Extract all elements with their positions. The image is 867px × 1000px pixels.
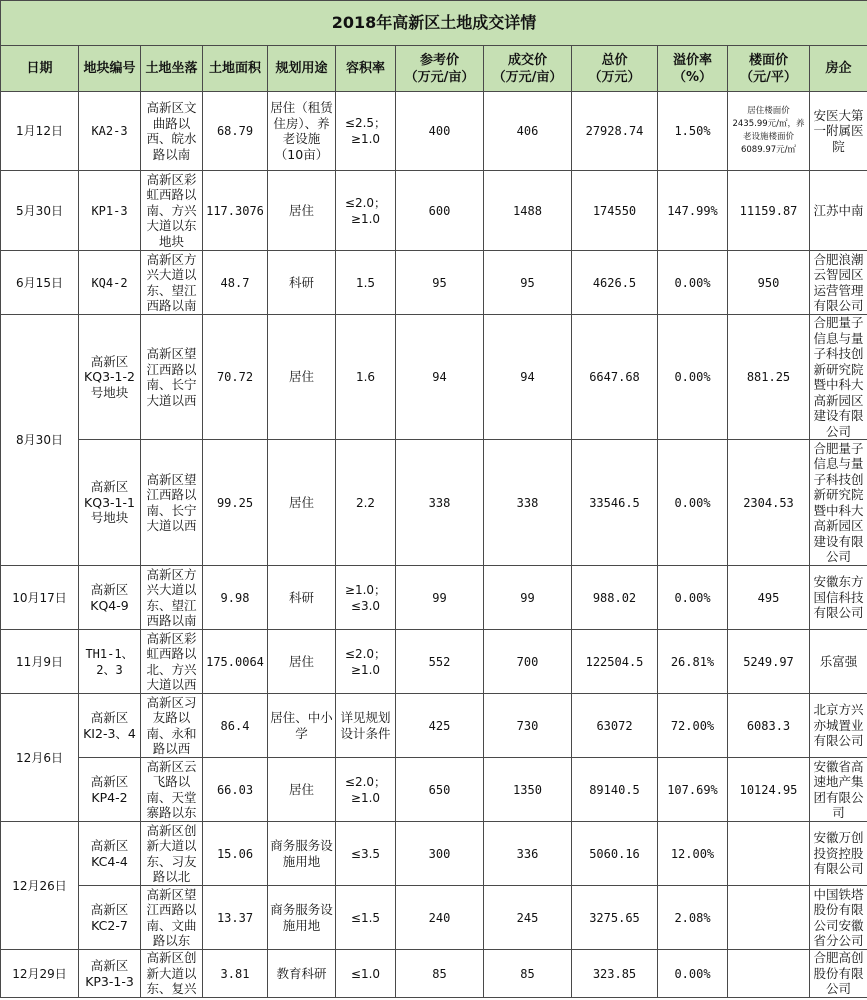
cell-area: 3.81 xyxy=(203,950,268,998)
cell-ref-price: 99 xyxy=(396,566,484,630)
cell-premium: 107.69% xyxy=(658,758,728,822)
cell-ref-price: 240 xyxy=(396,886,484,950)
cell-deal-price: 1488 xyxy=(484,171,572,251)
cell-buyer: 安医大第一附属医院 xyxy=(810,92,867,171)
cell-floor-price: 10124.95 xyxy=(728,758,810,822)
cell-far: ≤2.5；≥1.0 xyxy=(336,92,396,171)
cell-deal-price: 406 xyxy=(484,92,572,171)
cell-premium: 26.81% xyxy=(658,630,728,694)
cell-area: 66.03 xyxy=(203,758,268,822)
cell-far: ≤1.5 xyxy=(336,886,396,950)
cell-deal-price: 85 xyxy=(484,950,572,998)
cell-plot-no: 高新区KQ3-1-1号地块 xyxy=(79,440,141,566)
cell-date: 6月15日 xyxy=(1,251,79,315)
cell-ref-price: 95 xyxy=(396,251,484,315)
cell-plot-no: KA2-3 xyxy=(79,92,141,171)
cell-total: 6647.68 xyxy=(572,315,658,440)
cell-usage: 科研 xyxy=(268,251,336,315)
cell-buyer: 安徽万创投资控股有限公司 xyxy=(810,822,867,886)
cell-floor-price: 881.25 xyxy=(728,315,810,440)
cell-usage: 居住、中小学 xyxy=(268,694,336,758)
table-row xyxy=(1,440,867,566)
cell-location: 高新区望江西路以南、文曲路以东 xyxy=(141,886,203,950)
cell-deal-price: 99 xyxy=(484,566,572,630)
cell-usage: 居住（租赁住房）、养老设施（10亩） xyxy=(268,92,336,171)
cell-location: 高新区方兴大道以东、望江西路以南 xyxy=(141,251,203,315)
cell-buyer: 合肥量子信息与量子科技创新研究院暨中科大高新园区建设有限公司 xyxy=(810,315,867,440)
table-row xyxy=(1,822,867,886)
cell-plot-no: 高新区KI2-3、4 xyxy=(79,694,141,758)
table-row xyxy=(1,566,867,630)
table-row xyxy=(1,630,867,694)
cell-total: 63072 xyxy=(572,694,658,758)
cell-premium: 0.00% xyxy=(658,950,728,998)
cell-location: 高新区习友路以南、永和路以西 xyxy=(141,694,203,758)
cell-area: 68.79 xyxy=(203,92,268,171)
cell-deal-price: 730 xyxy=(484,694,572,758)
cell-location: 高新区望江西路以南、长宁大道以西 xyxy=(141,315,203,440)
header-total: 总价 （万元） xyxy=(572,46,658,92)
cell-date: 12月6日 xyxy=(1,694,79,822)
cell-floor-price: 6083.3 xyxy=(728,694,810,758)
cell-buyer: 安徽东方国信科技有限公司 xyxy=(810,566,867,630)
cell-premium: 1.50% xyxy=(658,92,728,171)
cell-plot-no: 高新区KP3-1-3 xyxy=(79,950,141,998)
cell-floor-price xyxy=(728,822,810,886)
cell-plot-no: 高新区KP4-2 xyxy=(79,758,141,822)
cell-area: 86.4 xyxy=(203,694,268,758)
cell-usage: 商务服务设施用地 xyxy=(268,822,336,886)
cell-floor-price: 11159.87 xyxy=(728,171,810,251)
cell-location: 高新区望江西路以南、长宁大道以西 xyxy=(141,440,203,566)
cell-deal-price: 338 xyxy=(484,440,572,566)
cell-floor-price: 950 xyxy=(728,251,810,315)
cell-deal-price: 94 xyxy=(484,315,572,440)
cell-usage: 居住 xyxy=(268,440,336,566)
cell-buyer: 安徽省高速地产集团有限公司 xyxy=(810,758,867,822)
cell-far: 详见规划设计条件 xyxy=(336,694,396,758)
cell-far: ≥1.0；≤3.0 xyxy=(336,566,396,630)
cell-usage: 居住 xyxy=(268,758,336,822)
cell-deal-price: 1350 xyxy=(484,758,572,822)
cell-usage: 科研 xyxy=(268,566,336,630)
header-far: 容积率 xyxy=(336,46,396,92)
cell-area: 15.06 xyxy=(203,822,268,886)
header-floor-price: 楼面价 （元/平） xyxy=(728,46,810,92)
cell-deal-price: 245 xyxy=(484,886,572,950)
cell-plot-no: 高新区KC2-7 xyxy=(79,886,141,950)
cell-buyer: 江苏中南 xyxy=(810,171,867,251)
table-row xyxy=(1,758,867,822)
cell-floor-price: 495 xyxy=(728,566,810,630)
cell-date: 5月30日 xyxy=(1,171,79,251)
cell-plot-no: 高新区KQ3-1-2号地块 xyxy=(79,315,141,440)
cell-location: 高新区文曲路以西、皖水路以南 xyxy=(141,92,203,171)
table-row xyxy=(1,92,867,171)
cell-total: 174550 xyxy=(572,171,658,251)
cell-total: 5060.16 xyxy=(572,822,658,886)
cell-far: 2.2 xyxy=(336,440,396,566)
cell-deal-price: 95 xyxy=(484,251,572,315)
cell-deal-price: 700 xyxy=(484,630,572,694)
header-ref-price: 参考价 （万元/亩） xyxy=(396,46,484,92)
cell-far: ≤2.0；≥1.0 xyxy=(336,758,396,822)
cell-area: 70.72 xyxy=(203,315,268,440)
cell-premium: 2.08% xyxy=(658,886,728,950)
cell-ref-price: 400 xyxy=(396,92,484,171)
cell-total: 122504.5 xyxy=(572,630,658,694)
cell-premium: 0.00% xyxy=(658,440,728,566)
cell-date: 12月29日 xyxy=(1,950,79,998)
header-premium: 溢价率 （%） xyxy=(658,46,728,92)
cell-plot-no: KQ4-2 xyxy=(79,251,141,315)
cell-area: 13.37 xyxy=(203,886,268,950)
header-deal-price: 成交价 （万元/亩） xyxy=(484,46,572,92)
header-location: 土地坐落 xyxy=(141,46,203,92)
cell-premium: 0.00% xyxy=(658,251,728,315)
cell-usage: 居住 xyxy=(268,171,336,251)
cell-buyer: 中国铁塔股份有限公司安徽省分公司 xyxy=(810,886,867,950)
header-date: 日期 xyxy=(1,46,79,92)
cell-total: 3275.65 xyxy=(572,886,658,950)
cell-area: 117.3076 xyxy=(203,171,268,251)
cell-location: 高新区云飞路以南、天堂寨路以东 xyxy=(141,758,203,822)
cell-buyer: 乐富强 xyxy=(810,630,867,694)
cell-ref-price: 338 xyxy=(396,440,484,566)
cell-total: 89140.5 xyxy=(572,758,658,822)
cell-premium: 0.00% xyxy=(658,315,728,440)
cell-far: 1.5 xyxy=(336,251,396,315)
header-usage: 规划用途 xyxy=(268,46,336,92)
cell-location: 高新区创新大道以东、复兴 xyxy=(141,950,203,998)
cell-location: 高新区创新大道以东、习友路以北 xyxy=(141,822,203,886)
cell-premium: 147.99% xyxy=(658,171,728,251)
table-row xyxy=(1,251,867,315)
cell-floor-price xyxy=(728,950,810,998)
cell-location: 高新区彩虹西路以北、方兴大道以西 xyxy=(141,630,203,694)
cell-buyer: 合肥浪潮云智园区运营管理有限公司 xyxy=(810,251,867,315)
cell-deal-price: 336 xyxy=(484,822,572,886)
cell-plot-no: 高新区KQ4-9 xyxy=(79,566,141,630)
cell-far: ≤3.5 xyxy=(336,822,396,886)
cell-total: 4626.5 xyxy=(572,251,658,315)
cell-buyer: 合肥量子信息与量子科技创新研究院暨中科大高新园区建设有限公司 xyxy=(810,440,867,566)
cell-total: 323.85 xyxy=(572,950,658,998)
cell-ref-price: 650 xyxy=(396,758,484,822)
cell-floor-price xyxy=(728,886,810,950)
cell-date: 12月26日 xyxy=(1,822,79,950)
cell-floor-price: 2304.53 xyxy=(728,440,810,566)
table-row xyxy=(1,950,867,998)
cell-area: 48.7 xyxy=(203,251,268,315)
cell-total: 33546.5 xyxy=(572,440,658,566)
cell-total: 988.02 xyxy=(572,566,658,630)
cell-premium: 0.00% xyxy=(658,566,728,630)
cell-ref-price: 552 xyxy=(396,630,484,694)
header-row xyxy=(1,46,867,92)
cell-area: 9.98 xyxy=(203,566,268,630)
cell-premium: 72.00% xyxy=(658,694,728,758)
cell-far: ≤1.0 xyxy=(336,950,396,998)
cell-floor-price: 5249.97 xyxy=(728,630,810,694)
table-row xyxy=(1,886,867,950)
cell-ref-price: 425 xyxy=(396,694,484,758)
table-row xyxy=(1,171,867,251)
cell-date: 1月12日 xyxy=(1,92,79,171)
cell-total: 27928.74 xyxy=(572,92,658,171)
cell-far: ≤2.0；≥1.0 xyxy=(336,171,396,251)
cell-date: 11月9日 xyxy=(1,630,79,694)
cell-plot-no: TH1-1、2、3 xyxy=(79,630,141,694)
cell-ref-price: 600 xyxy=(396,171,484,251)
cell-usage: 居住 xyxy=(268,315,336,440)
header-plot-no: 地块编号 xyxy=(79,46,141,92)
cell-buyer: 北京方兴亦城置业有限公司 xyxy=(810,694,867,758)
cell-usage: 居住 xyxy=(268,630,336,694)
cell-area: 99.25 xyxy=(203,440,268,566)
cell-location: 高新区方兴大道以东、望江西路以南 xyxy=(141,566,203,630)
cell-premium: 12.00% xyxy=(658,822,728,886)
cell-usage: 商务服务设施用地 xyxy=(268,886,336,950)
cell-location: 高新区彩虹西路以南、方兴大道以东地块 xyxy=(141,171,203,251)
cell-far: 1.6 xyxy=(336,315,396,440)
cell-ref-price: 85 xyxy=(396,950,484,998)
cell-floor-price: 居住楼面价2435.99元/㎡，养老设施楼面价6089.97元/㎡ xyxy=(728,92,810,171)
table-row xyxy=(1,694,867,758)
cell-far: ≤2.0；≥1.0 xyxy=(336,630,396,694)
cell-ref-price: 300 xyxy=(396,822,484,886)
cell-ref-price: 94 xyxy=(396,315,484,440)
table-title: 2018年高新区土地成交详情 xyxy=(1,1,867,46)
cell-plot-no: 高新区KC4-4 xyxy=(79,822,141,886)
cell-date: 8月30日 xyxy=(1,315,79,566)
cell-plot-no: KP1-3 xyxy=(79,171,141,251)
header-buyer: 房企 xyxy=(810,46,867,92)
cell-area: 175.0064 xyxy=(203,630,268,694)
cell-usage: 教育科研 xyxy=(268,950,336,998)
header-area: 土地面积 xyxy=(203,46,268,92)
cell-buyer: 合肥高创股份有限公司 xyxy=(810,950,867,998)
cell-date: 10月17日 xyxy=(1,566,79,630)
table-row xyxy=(1,315,867,440)
